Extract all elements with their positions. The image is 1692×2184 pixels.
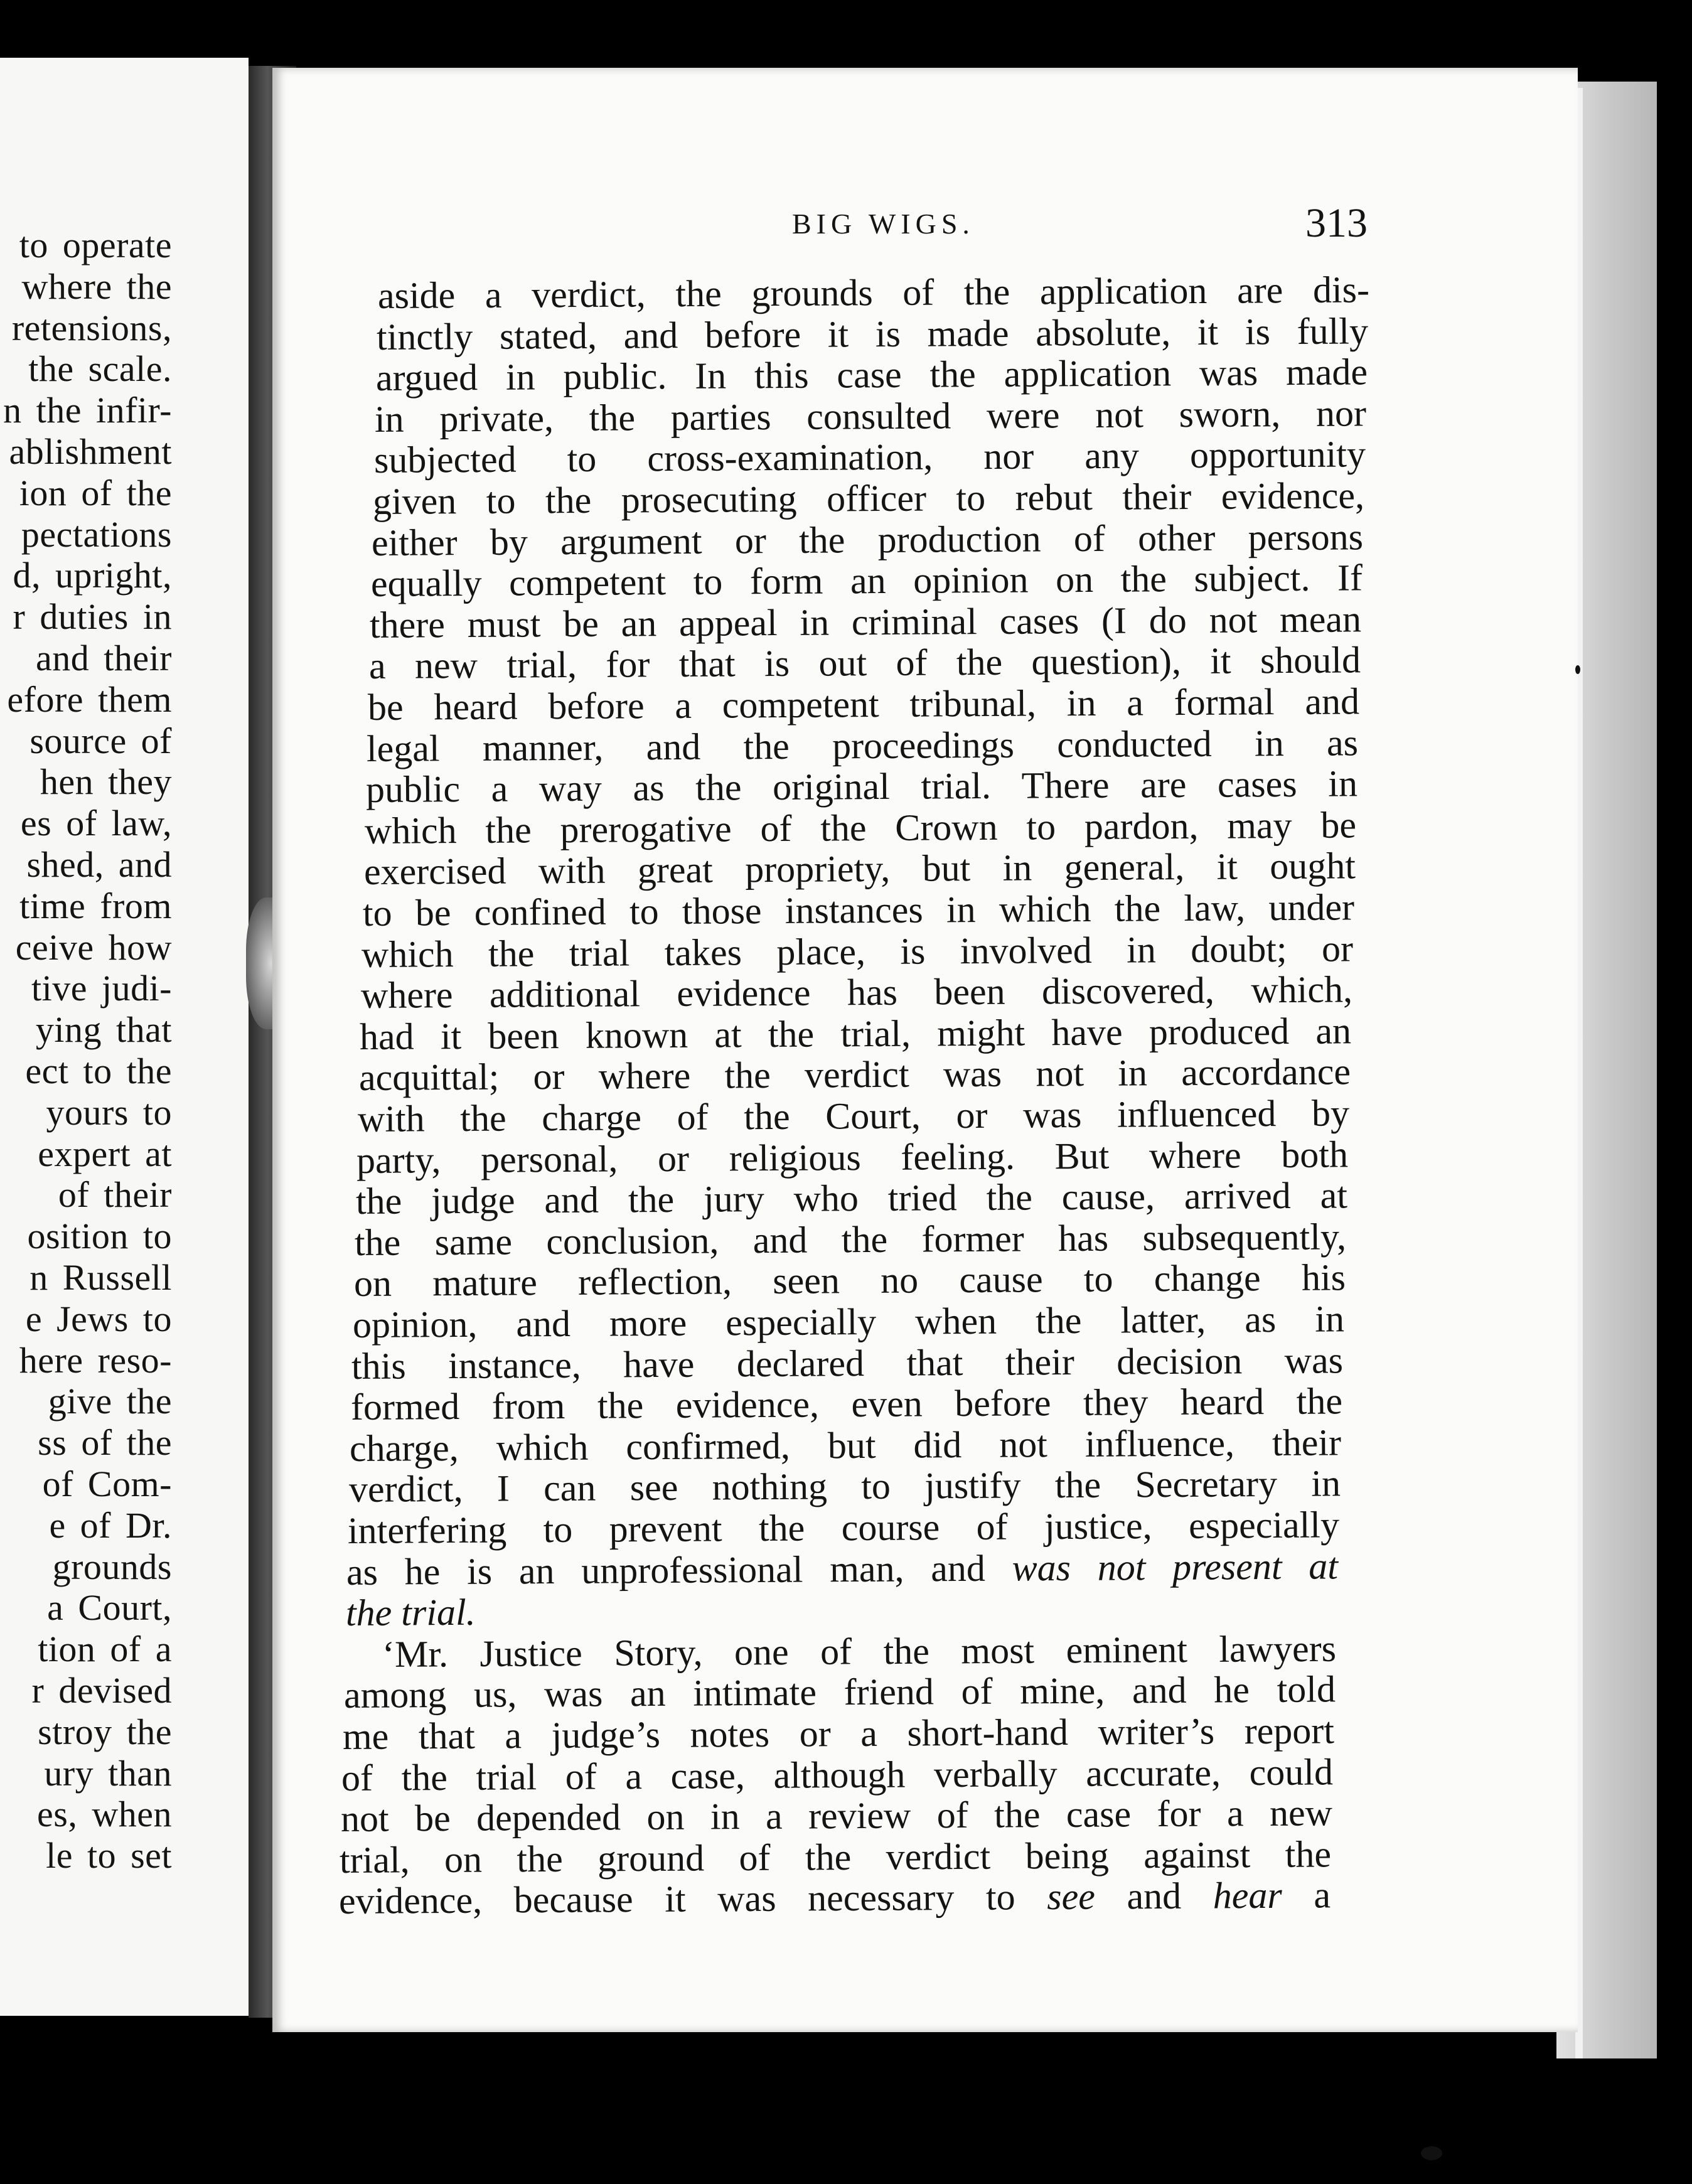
left-page-line: ceive how	[15, 926, 172, 968]
left-page-fragment	[0, 58, 249, 2016]
left-page-line: tive judi-	[31, 968, 172, 1009]
left-page-line: yours to	[46, 1091, 172, 1133]
left-page-line: le to set	[46, 1835, 172, 1876]
body-line: which the prerogative of the Crown to pardon, may be	[364, 804, 1357, 852]
body-line: the trial.	[345, 1591, 476, 1634]
body-line: as he is an unprofessional man, and was not present at	[346, 1544, 1339, 1593]
left-page-line: where the	[21, 265, 172, 307]
left-page-line: ury than	[44, 1752, 172, 1794]
left-page-line: n the infir-	[3, 390, 172, 431]
left-page-line: shed, and	[26, 844, 172, 885]
body-line: aside a verdict, the grounds of the application are dis-	[377, 269, 1370, 316]
body-line: charge, which confirmed, but did not influence, their	[349, 1421, 1342, 1469]
left-page-line: expert at	[38, 1133, 172, 1174]
left-page-line: to operate	[19, 225, 172, 265]
left-page-line: r devised	[31, 1670, 172, 1711]
body-line: there must be an appeal in criminal cases (I do not mean	[369, 598, 1362, 646]
body-line: in private, the parties consulted were not sworn, nor	[374, 392, 1367, 440]
body-line: interfering to prevent the course of justice, especially	[347, 1504, 1340, 1551]
body-line: subjected to cross-examination, nor any opportunity	[373, 433, 1366, 481]
body-line: argued in public. In this case the application was made	[375, 351, 1368, 399]
left-page-line: hen they	[40, 761, 172, 803]
body-line: either by argument or the production of other persons	[372, 515, 1364, 564]
body-line: on mature reflection, seen no cause to change his	[353, 1256, 1346, 1305]
body-line: formed from the evidence, even before they heard the	[350, 1380, 1342, 1428]
left-page-line: osition to	[27, 1216, 172, 1257]
body-line: where additional evidence has been discovered, which,	[360, 968, 1352, 1017]
body-line: be heard before a competent tribunal, in a formal and	[367, 680, 1360, 728]
left-page-line: and their	[35, 638, 172, 678]
left-page-line: efore them	[7, 678, 172, 720]
left-page-line: retensions,	[11, 307, 172, 348]
body-line: given to the prosecuting officer to rebut their evidence,	[372, 474, 1365, 522]
body-line: me that a judge’s notes or a short-hand writer’s report	[342, 1710, 1335, 1757]
left-page-line: ect to the	[25, 1051, 172, 1091]
page-number: 313	[1305, 200, 1368, 246]
body-line: to be confined to those instances in which the law, under	[362, 886, 1355, 934]
body-line: legal manner, and the proceedings conducted in as	[367, 721, 1359, 769]
body-line: had it been known at the trial, might have produced an	[359, 1010, 1352, 1057]
body-line: trial, on the ground of the verdict being against the	[339, 1833, 1332, 1881]
body-line: with the charge of the Court, or was influenced by	[357, 1092, 1350, 1140]
ink-speck	[1421, 2146, 1442, 2160]
body-line: party, personal, or religious feeling. But where both	[356, 1133, 1349, 1181]
left-page-line: es of law,	[20, 803, 172, 844]
body-line: not be depended on in a review of the case for a new	[340, 1792, 1332, 1840]
body-line: equally competent to form an opinion on the subject. If	[370, 557, 1363, 605]
body-line: the judge and the jury who tried the cause, arrived at	[355, 1174, 1347, 1223]
body-line: evidence, because it was necessary to see and hear a	[338, 1874, 1331, 1922]
left-page-line: es, when	[37, 1794, 172, 1835]
left-page-line: a Court,	[47, 1587, 172, 1629]
body-line: opinion, and more especially when the latter, as in	[352, 1298, 1345, 1346]
left-page-line: ying that	[35, 1009, 172, 1051]
running-head: BIG WIGS.	[792, 208, 975, 240]
body-line: this instance, have declared that their decision was	[351, 1339, 1344, 1387]
left-page-line: stroy the	[38, 1711, 172, 1752]
left-page-line: d, upright,	[13, 555, 172, 596]
left-page-line: pectations	[21, 513, 172, 555]
body-line: a new trial, for that is out of the question), it should	[368, 639, 1361, 687]
body-line: ‘Mr. Justice Story, one of the most eminent lawyers	[382, 1627, 1337, 1675]
left-page-line: the scale.	[28, 348, 172, 390]
ink-speck	[1575, 665, 1580, 674]
body-line: of the trial of a case, although verbally accurate, could	[341, 1750, 1334, 1799]
left-page-line: source of	[29, 720, 172, 761]
left-page-line: ablishment	[9, 431, 172, 472]
left-page-line: e Jews to	[25, 1298, 172, 1339]
left-page-line: of Com-	[42, 1464, 172, 1504]
left-page-line: r duties in	[13, 596, 172, 638]
left-page-line: of their	[58, 1174, 172, 1216]
body-line: verdict, I can see nothing to justify the Secretary in	[348, 1462, 1341, 1511]
body-line: which the trial takes place, is involved in doubt; or	[361, 927, 1354, 975]
body-line: acquittal; or where the verdict was not in accordance	[358, 1051, 1351, 1099]
left-page-line: tion of a	[38, 1629, 172, 1670]
left-page-line: ion of the	[19, 472, 172, 513]
left-page-line: time from	[19, 885, 172, 926]
body-line: public a way as the original trial. There are cases in	[365, 763, 1357, 811]
left-page-line: grounds	[52, 1546, 172, 1587]
left-page-line: here reso-	[19, 1339, 172, 1381]
body-line: exercised with great propriety, but in general, it ought	[363, 845, 1356, 893]
left-page-line: n Russell	[29, 1257, 172, 1298]
left-page-line: ss of the	[38, 1422, 172, 1464]
left-page-line: give the	[48, 1381, 172, 1422]
left-page-line: e of Dr.	[49, 1504, 172, 1546]
body-line: tinctly stated, and before it is made absolute, it is fully	[377, 309, 1369, 358]
body-line: among us, was an intimate friend of mine, and he told	[343, 1668, 1336, 1716]
body-line: the same conclusion, and the former has subsequently,	[354, 1216, 1347, 1263]
